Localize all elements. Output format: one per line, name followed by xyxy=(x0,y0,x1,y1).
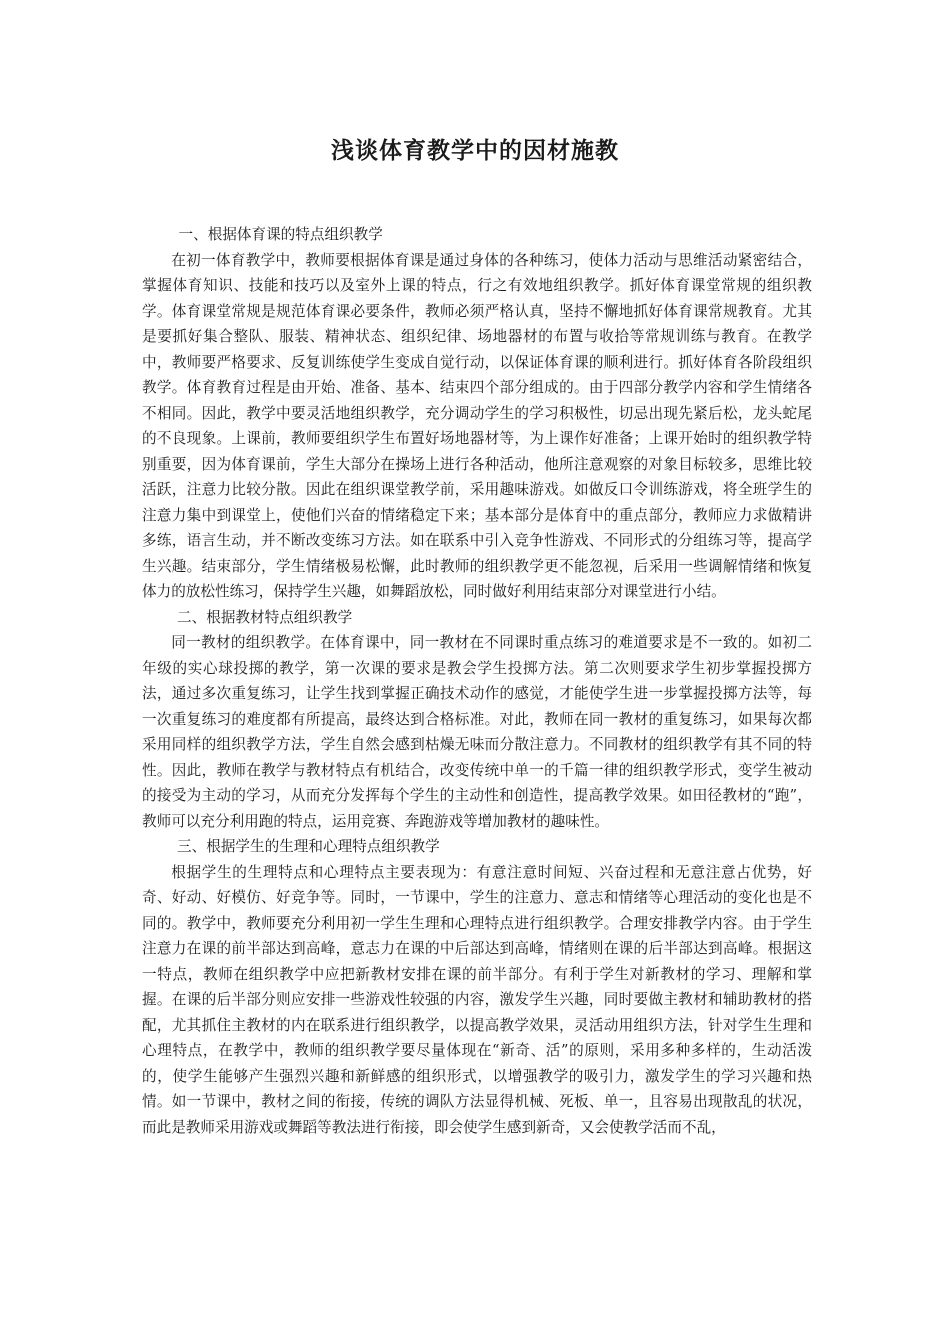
document-title: 浅谈体育教学中的因材施教 xyxy=(331,137,619,164)
section-heading-2: 二、根据教材特点组织教学 xyxy=(177,608,353,626)
section-heading-1: 一、根据体育课的特点组织教学 xyxy=(178,226,383,243)
section-paragraph-1: 在初一体育教学中，教师要根据体育课是通过身体的各种练习，使体力活动与思维活动紧密结合，掌握体育知识、技能和技巧以及室外上课的特点，行之有效地组织教学。抓好体育课堂常规的组织教学。体育课堂常规是规范体育课必要条件，教师必须严格认真，坚持不懈地抓好体育课常规教育。尤其是要抓好集合整队、服装、精神状态、组织纪律、场地器材的布置与收拾等常规训练与教育。在教学中，教师要严格要求、反复训练使学生变成自觉行动，以保证体育课的顺利进行。抓好体育各阶段组织教学。体育教育过程是由开始、准备、基本、结束四个部分组成的。由于四部分教学内容和学生情绪各不相同。因此，教学中要灵活地组织教学，充分调动学生的学习积极性，切忌出现先紧后松，龙头蛇尾的不良现象。上课前，教师要组织学生布置好场地器材等，为上课作好准备；上课开始时的组织教学特别重要，因为体育课前，学生大部分在操场上进行各种活动，他所注意观察的对象目标较多，思维比较活跃，注意力比较分散。因此在组织课堂教学前，采用趣味游戏。如做反口令训练游戏，将全班学生的注意力集中到课堂上，使他们兴奋的情绪稳定下来；基本部分是体育中的重点部分，教师应力求做精讲多练，语言生动，并不断改变练习方法。如在联系中引入竞争性游戏、不同形式的分组练习等，提高学生兴趣。结束部分，学生情绪极易松懈，此时教师的组织教学更不能忽视，后采用一些调解情绪和恢复体力的放松性练习，保持学生兴趣，如舞蹈放松，同时做好利用结束部分对课堂进行小结。 xyxy=(142,251,812,600)
section-paragraph-3: 根据学生的生理特点和心理特点主要表现为：有意注意时间短、兴奋过程和无意注意占优势，好奇、好动、好模仿、好竞争等。同时，一节课中，学生的注意力、意志和情绪等心理活动的变化也是不同的。教学中，教师要充分利用初一学生生理和心理特点进行组织教学。合理安排教学内容。由于学生注意力在课的前半部达到高峰，意志力在课的中后部达到高峰，情绪则在课的后半部达到高峰。根据这一特点，教师在组织教学中应把新教材安排在课的前半部分。有利于学生对新教材的学习、理解和掌握。在课的后半部分则应安排一些游戏性较强的内容，激发学生兴趣，同时要做主教材和辅助教材的搭配，尤其抓住主教材的内在联系进行组织教学，以提高教学效果，灵活动用组织方法，针对学生生理和心理特点，在教学中，教师的组织教学要尽量体现在“新奇、活”的原则，采用多种多样的，生动活泼的，使学生能够产生强烈兴趣和新鲜感的组织形式，以增强教学的吸引力，激发学生的学习兴趣和热情。如一节课中，教材之间的衔接，传统的调队方法显得机械、死板、单一，且容易出现散乱的状况，而此是教师采用游戏或舞蹈等教法进行衔接，即会使学生感到新奇，又会使教学活而不乱， xyxy=(142,863,812,1136)
section-heading-3: 三、根据学生的生理和心理特点组织教学 xyxy=(177,838,440,855)
document-body xyxy=(142,222,812,1140)
section-paragraph-2: 同一教材的组织教学。在体育课中，同一教材在不同课时重点练习的难道要求是不一致的。如初二年级的实心球投掷的教学，第一次课的要求是教会学生投掷方法。第二次则要求学生初步掌握投掷方法，通过多次重复练习，让学生找到掌握正确技术动作的感觉，才能使学生进一步掌握投掷方法等，每一次重复练习的难度都有所提高，最终达到合格标准。对此，教师在同一教材的重复练习，如果每次都采用同样的组织教学方法，学生自然会感到枯燥无味而分散注意力。不同教材的组织教学有其不同的特性。因此，教师在教学与教材特点有机结合，改变传统中单一的千篇一律的组织教学形式，变学生被动的接受为主动的学习，从而充分发挥每个学生的主动性和创造性，提高教学效果。如田径教材的“跑”，教师可以充分利用跑的特点，运用竞赛、奔跑游戏等增加教材的趣味性。 xyxy=(142,634,812,830)
